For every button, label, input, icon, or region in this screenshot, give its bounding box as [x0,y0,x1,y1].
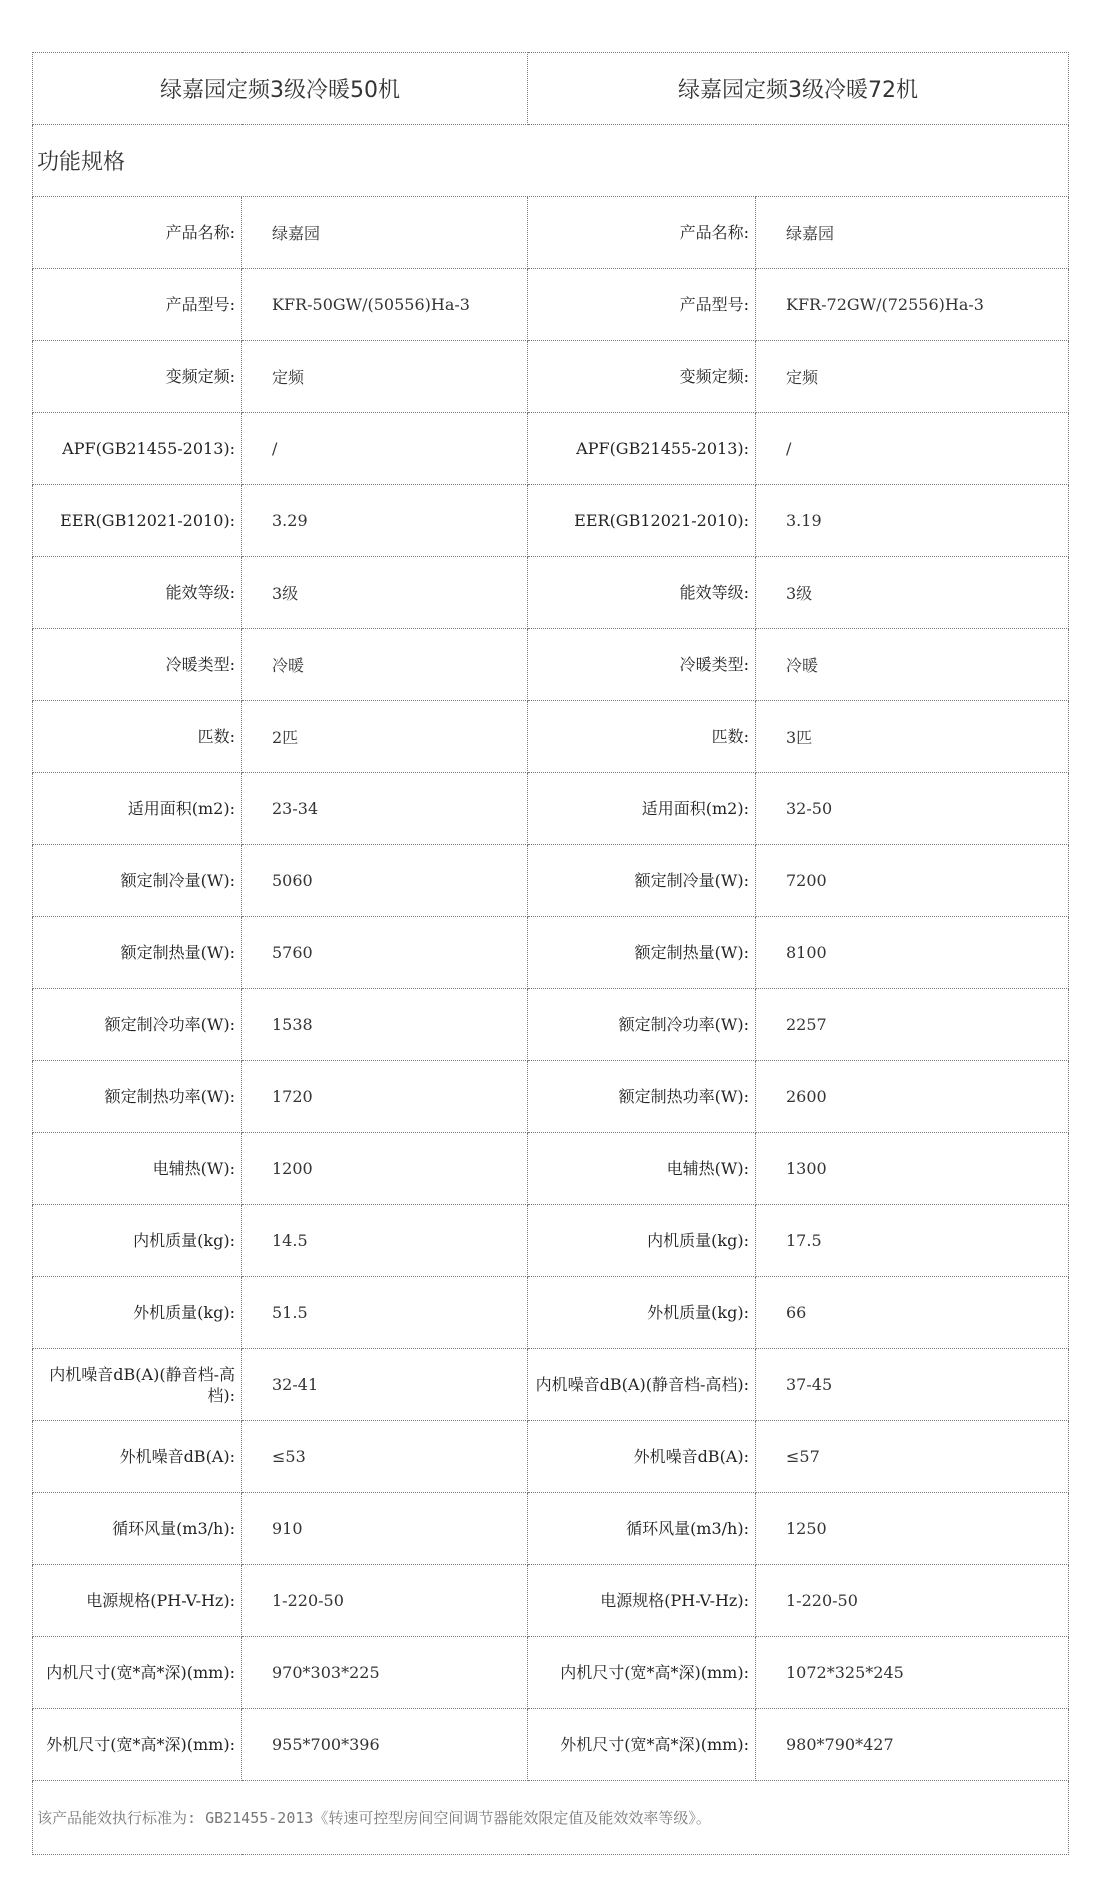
spec-value-left: 1720 [242,1061,528,1133]
footnote-row [33,1781,1069,1855]
spec-label-left: 内机噪音dB(A)(静音档-高档): [33,1349,242,1421]
spec-value-left: 32-41 [242,1349,528,1421]
spec-value-left: 51.5 [242,1277,528,1349]
spec-value-right: 3匹 [756,701,1069,773]
spec-row [33,485,1069,557]
spec-value-right: 7200 [756,845,1069,917]
spec-value-right: 37-45 [756,1349,1069,1421]
section-row [33,125,1069,197]
spec-row [33,197,1069,269]
spec-value-left: 910 [242,1493,528,1565]
spec-row [33,413,1069,485]
spec-label-right: 内机尺寸(宽*高*深)(mm): [528,1637,756,1709]
spec-label-right: 额定制冷功率(W): [528,989,756,1061]
spec-label-right: 电源规格(PH-V-Hz): [528,1565,756,1637]
spec-value-left: KFR-50GW/(50556)Ha-3 [242,269,528,341]
spec-value-left: 定频 [242,341,528,413]
spec-label-right: 外机尺寸(宽*高*深)(mm): [528,1709,756,1781]
spec-value-left: 1-220-50 [242,1565,528,1637]
spec-label-right: 匹数: [528,701,756,773]
spec-label-left: 内机尺寸(宽*高*深)(mm): [33,1637,242,1709]
spec-value-right: 1250 [756,1493,1069,1565]
spec-value-right: 2600 [756,1061,1069,1133]
spec-label-right: 额定制热量(W): [528,917,756,989]
spec-row [33,269,1069,341]
footnote-text: 该产品能效执行标准为: GB21455-2013《转速可控型房间空间调节器能效限定值及能效效率等级》。 [33,1781,1069,1855]
spec-row [33,773,1069,845]
spec-label-left: 产品名称: [33,197,242,269]
spec-value-left: 5760 [242,917,528,989]
spec-row [33,1349,1069,1421]
spec-label-left: 额定制冷功率(W): [33,989,242,1061]
spec-value-left: ≤53 [242,1421,528,1493]
spec-value-right: 66 [756,1277,1069,1349]
spec-label-right: 变频定频: [528,341,756,413]
spec-value-right: 3级 [756,557,1069,629]
spec-value-right: 1300 [756,1133,1069,1205]
spec-value-right: ≤57 [756,1421,1069,1493]
spec-label-right: 电辅热(W): [528,1133,756,1205]
spec-row [33,1493,1069,1565]
spec-value-left: 冷暖 [242,629,528,701]
spec-label-right: 适用面积(m2): [528,773,756,845]
spec-value-left: 3级 [242,557,528,629]
spec-value-right: 2257 [756,989,1069,1061]
spec-label-right: 循环风量(m3/h): [528,1493,756,1565]
model-72-title: 绿嘉园定频3级冷暖72机 [528,53,1069,125]
spec-label-right: 额定制冷量(W): [528,845,756,917]
spec-label-left: 匹数: [33,701,242,773]
spec-row [33,845,1069,917]
spec-value-right: 3.19 [756,485,1069,557]
spec-label-right: 内机噪音dB(A)(静音档-高档): [528,1349,756,1421]
spec-label-right: 产品名称: [528,197,756,269]
spec-label-right: 能效等级: [528,557,756,629]
spec-value-right: 17.5 [756,1205,1069,1277]
spec-label-left: 内机质量(kg): [33,1205,242,1277]
spec-label-left: 电辅热(W): [33,1133,242,1205]
spec-value-right: 1072*325*245 [756,1637,1069,1709]
spec-label-right: EER(GB12021-2010): [528,485,756,557]
spec-label-left: 循环风量(m3/h): [33,1493,242,1565]
spec-row [33,1061,1069,1133]
spec-label-right: 额定制热功率(W): [528,1061,756,1133]
spec-value-left: 970*303*225 [242,1637,528,1709]
spec-label-left: 外机尺寸(宽*高*深)(mm): [33,1709,242,1781]
spec-value-right: 1-220-50 [756,1565,1069,1637]
spec-label-left: 能效等级: [33,557,242,629]
spec-value-right: 8100 [756,917,1069,989]
spec-label-left: 外机质量(kg): [33,1277,242,1349]
spec-label-left: APF(GB21455-2013): [33,413,242,485]
spec-value-right: KFR-72GW/(72556)Ha-3 [756,269,1069,341]
spec-label-left: 冷暖类型: [33,629,242,701]
spec-label-right: 外机质量(kg): [528,1277,756,1349]
spec-value-left: 955*700*396 [242,1709,528,1781]
spec-comparison-table [32,52,1069,1855]
spec-row [33,1133,1069,1205]
spec-row [33,1709,1069,1781]
spec-row [33,341,1069,413]
spec-row [33,917,1069,989]
spec-row [33,557,1069,629]
spec-label-left: 额定制热功率(W): [33,1061,242,1133]
spec-row [33,629,1069,701]
spec-label-left: 额定制冷量(W): [33,845,242,917]
spec-row [33,701,1069,773]
spec-value-right: / [756,413,1069,485]
spec-value-right: 32-50 [756,773,1069,845]
header-row [33,53,1069,125]
spec-row [33,1421,1069,1493]
spec-label-right: 产品型号: [528,269,756,341]
spec-label-left: 外机噪音dB(A): [33,1421,242,1493]
spec-label-right: 外机噪音dB(A): [528,1421,756,1493]
spec-value-left: 绿嘉园 [242,197,528,269]
spec-value-right: 980*790*427 [756,1709,1069,1781]
spec-label-right: APF(GB21455-2013): [528,413,756,485]
spec-row [33,989,1069,1061]
spec-value-left: 1200 [242,1133,528,1205]
section-title: 功能规格 [33,125,1069,197]
spec-label-left: 变频定频: [33,341,242,413]
spec-label-left: 电源规格(PH-V-Hz): [33,1565,242,1637]
spec-value-left: 3.29 [242,485,528,557]
spec-value-left: 14.5 [242,1205,528,1277]
spec-row [33,1637,1069,1709]
spec-value-left: 23-34 [242,773,528,845]
spec-label-right: 内机质量(kg): [528,1205,756,1277]
spec-value-right: 绿嘉园 [756,197,1069,269]
spec-row [33,1565,1069,1637]
spec-label-left: 额定制热量(W): [33,917,242,989]
spec-row [33,1205,1069,1277]
spec-value-right: 冷暖 [756,629,1069,701]
spec-value-left: 5060 [242,845,528,917]
spec-row [33,1277,1069,1349]
spec-label-left: 产品型号: [33,269,242,341]
spec-label-left: EER(GB12021-2010): [33,485,242,557]
model-50-title: 绿嘉园定频3级冷暖50机 [33,53,528,125]
spec-label-right: 冷暖类型: [528,629,756,701]
spec-value-left: 1538 [242,989,528,1061]
spec-label-left: 适用面积(m2): [33,773,242,845]
spec-value-right: 定频 [756,341,1069,413]
spec-value-left: / [242,413,528,485]
spec-value-left: 2匹 [242,701,528,773]
